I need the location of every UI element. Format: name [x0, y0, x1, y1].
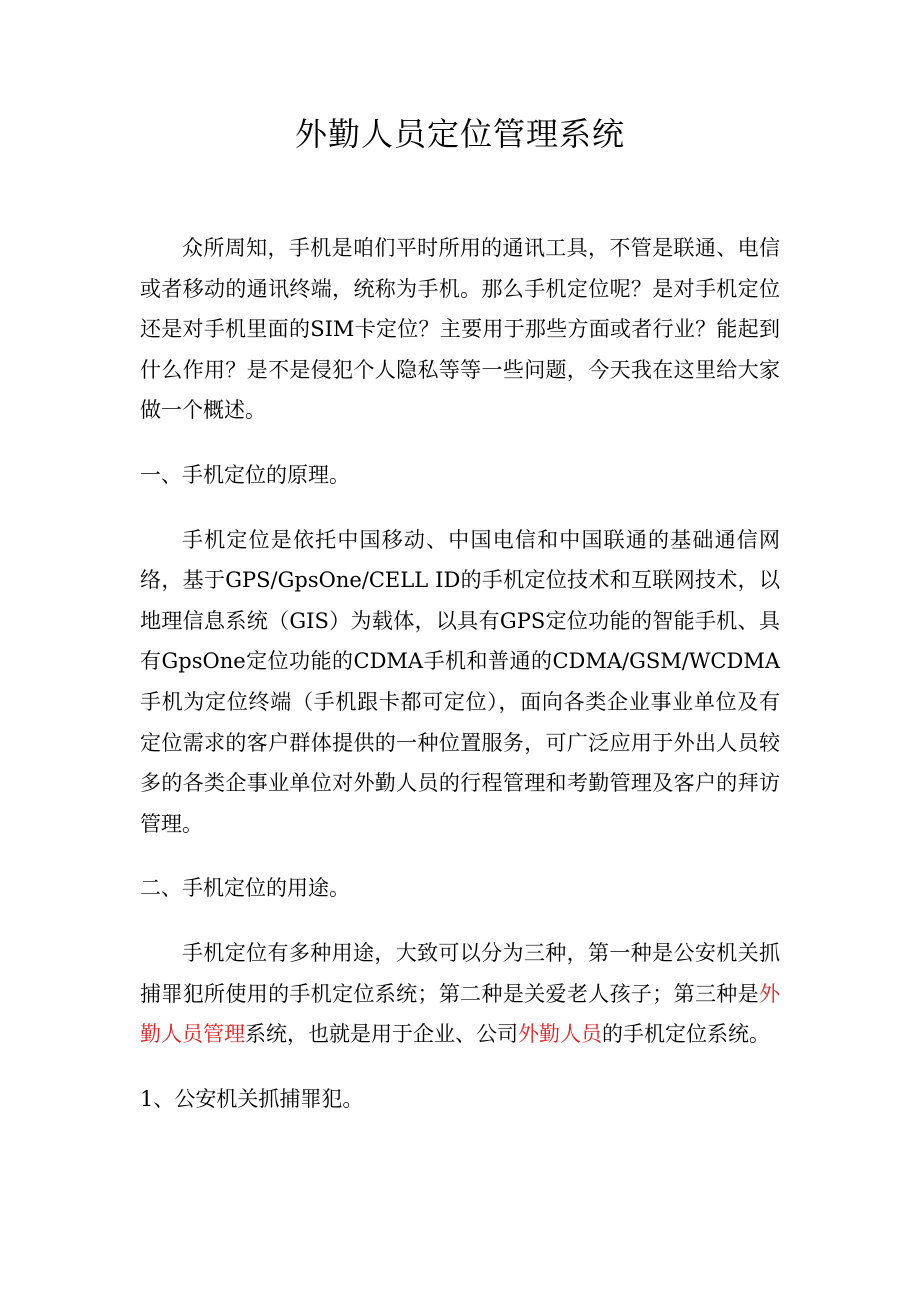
- usage-paragraph: [140, 933, 780, 1055]
- intro-paragraph: 众所周知，手机是咱们平时所用的通讯工具，不管是联通、电信或者移动的通讯终端，统称为手机。那么手机定位呢？是对手机定位还是对手机里面的SIM卡定位？主要用于那些方面或者行业？能起到什么作用？是不是侵犯个人隐私等等一些问题，今天我在这里给大家做一个概述。: [140, 236, 780, 423]
- subsection-heading-police: 1、公安机关抓捕罪犯。: [140, 1086, 364, 1111]
- section-heading-usage: 二、手机定位的用途。: [140, 876, 350, 901]
- document-title: 外勤人员定位管理系统: [294, 115, 625, 153]
- usage-text-part1: 手机定位有多种用途，大致可以分为三种，第一种是公安机关抓捕罪犯所使用的手机定位系统；第二种是关爱老人孩子；第三种是: [140, 940, 780, 1006]
- usage-text-part3: 的手机定位系统。: [602, 1022, 770, 1047]
- document-body: [140, 228, 780, 1143]
- section-heading-principle: 一、手机定位的原理。: [140, 462, 350, 487]
- field-staff-link[interactable]: 外勤人员: [518, 1022, 602, 1047]
- field-staff-management-link[interactable]: 外勤人员管理: [140, 981, 780, 1047]
- principle-paragraph: 手机定位是依托中国移动、中国电信和中国联通的基础通信网络，基于GPS/GpsOne/CELL ID的手机定位技术和互联网技术，以地理信息系统（GIS）为载体，以具有GPS定位功能的智能手机、具有GpsOne定位功能的CDMA手机和普通的CDMA/GSM/WCDMA手机为定位终端（手机跟卡都可定位），面向各类企业事业单位及有定位需求的客户群体提供的一种位置服务，可广泛应用于外出人员较多的各类企事业单位对外勤人员的行程管理和考勤管理及客户的拜访管理。: [140, 527, 780, 836]
- usage-text-part2: 系统，也就是用于企业、公司: [245, 1022, 518, 1047]
